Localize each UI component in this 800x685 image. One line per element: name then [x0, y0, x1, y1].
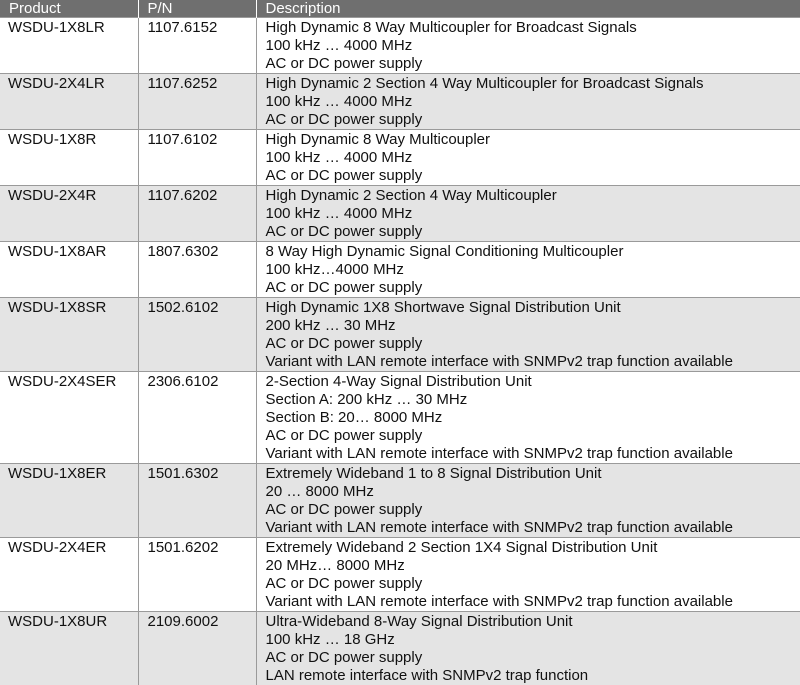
description-line: Extremely Wideband 1 to 8 Signal Distribution Unit [266, 465, 800, 483]
description-cell [256, 538, 800, 612]
description-line: Variant with LAN remote interface with SNMPv2 trap function available [266, 353, 800, 371]
table-header [0, 0, 800, 18]
pn-cell: 1501.6302 [138, 464, 256, 538]
description-line: 100 kHz … 4000 MHz [266, 37, 800, 55]
description-line: 100 kHz … 4000 MHz [266, 205, 800, 223]
pn-cell: 1807.6302 [138, 242, 256, 298]
product-cell: WSDU-1X8LR [0, 18, 138, 74]
description-cell [256, 74, 800, 130]
pn-cell: 1107.6152 [138, 18, 256, 74]
description-line: AC or DC power supply [266, 279, 800, 297]
pn-cell: 1107.6202 [138, 186, 256, 242]
table-row [0, 298, 800, 372]
pn-cell: 1107.6102 [138, 130, 256, 186]
table-row [0, 464, 800, 538]
description-line: Ultra-Wideband 8-Way Signal Distribution Unit [266, 613, 800, 631]
description-line: High Dynamic 1X8 Shortwave Signal Distribution Unit [266, 299, 800, 317]
description-line: AC or DC power supply [266, 167, 800, 185]
description-line: AC or DC power supply [266, 501, 800, 519]
description-line: 20 … 8000 MHz [266, 483, 800, 501]
description-line: 2-Section 4-Way Signal Distribution Unit [266, 373, 800, 391]
pn-cell: 2306.6102 [138, 372, 256, 464]
pn-cell: 2109.6002 [138, 612, 256, 685]
product-cell: WSDU-2X4LR [0, 74, 138, 130]
description-cell [256, 242, 800, 298]
table-row [0, 538, 800, 612]
header-row [0, 0, 800, 18]
product-cell: WSDU-1X8ER [0, 464, 138, 538]
description-cell [256, 18, 800, 74]
product-cell: WSDU-1X8R [0, 130, 138, 186]
description-line: 8 Way High Dynamic Signal Conditioning Multicoupler [266, 243, 800, 261]
description-line: AC or DC power supply [266, 427, 800, 445]
description-line: AC or DC power supply [266, 223, 800, 241]
product-cell: WSDU-2X4SER [0, 372, 138, 464]
description-line: Section A: 200 kHz … 30 MHz [266, 391, 800, 409]
pn-cell: 1502.6102 [138, 298, 256, 372]
table-row [0, 372, 800, 464]
description-line: 100 kHz … 4000 MHz [266, 93, 800, 111]
product-cell: WSDU-1X8AR [0, 242, 138, 298]
description-line: 100 kHz…4000 MHz [266, 261, 800, 279]
table-row [0, 186, 800, 242]
description-line: AC or DC power supply [266, 575, 800, 593]
description-line: LAN remote interface with SNMPv2 trap function [266, 667, 800, 685]
header-pn: P/N [138, 0, 256, 18]
description-cell [256, 464, 800, 538]
product-cell: WSDU-2X4ER [0, 538, 138, 612]
description-line: AC or DC power supply [266, 649, 800, 667]
header-description: Description [256, 0, 800, 18]
table-row [0, 130, 800, 186]
table-row [0, 18, 800, 74]
description-line: High Dynamic 2 Section 4 Way Multicoupler for Broadcast Signals [266, 75, 800, 93]
description-line: 100 kHz … 4000 MHz [266, 149, 800, 167]
description-line: High Dynamic 2 Section 4 Way Multicoupler [266, 187, 800, 205]
description-line: Extremely Wideband 2 Section 1X4 Signal Distribution Unit [266, 539, 800, 557]
table-row [0, 74, 800, 130]
description-line: 20 MHz… 8000 MHz [266, 557, 800, 575]
header-product: Product [0, 0, 138, 18]
description-line: Variant with LAN remote interface with SNMPv2 trap function available [266, 593, 800, 611]
product-cell: WSDU-1X8SR [0, 298, 138, 372]
description-cell [256, 612, 800, 685]
description-cell [256, 298, 800, 372]
description-line: AC or DC power supply [266, 335, 800, 353]
description-line: AC or DC power supply [266, 55, 800, 73]
table-row [0, 242, 800, 298]
product-cell: WSDU-1X8UR [0, 612, 138, 685]
description-cell [256, 372, 800, 464]
pn-cell: 1501.6202 [138, 538, 256, 612]
table-body [0, 18, 800, 685]
description-line: High Dynamic 8 Way Multicoupler [266, 131, 800, 149]
product-cell: WSDU-2X4R [0, 186, 138, 242]
description-line: AC or DC power supply [266, 111, 800, 129]
table-row [0, 612, 800, 685]
description-line: 200 kHz … 30 MHz [266, 317, 800, 335]
pn-cell: 1107.6252 [138, 74, 256, 130]
description-line: Section B: 20… 8000 MHz [266, 409, 800, 427]
description-line: 100 kHz … 18 GHz [266, 631, 800, 649]
description-line: Variant with LAN remote interface with SNMPv2 trap function available [266, 519, 800, 537]
description-cell [256, 186, 800, 242]
description-cell [256, 130, 800, 186]
description-line: Variant with LAN remote interface with SNMPv2 trap function available [266, 445, 800, 463]
description-line: High Dynamic 8 Way Multicoupler for Broadcast Signals [266, 19, 800, 37]
